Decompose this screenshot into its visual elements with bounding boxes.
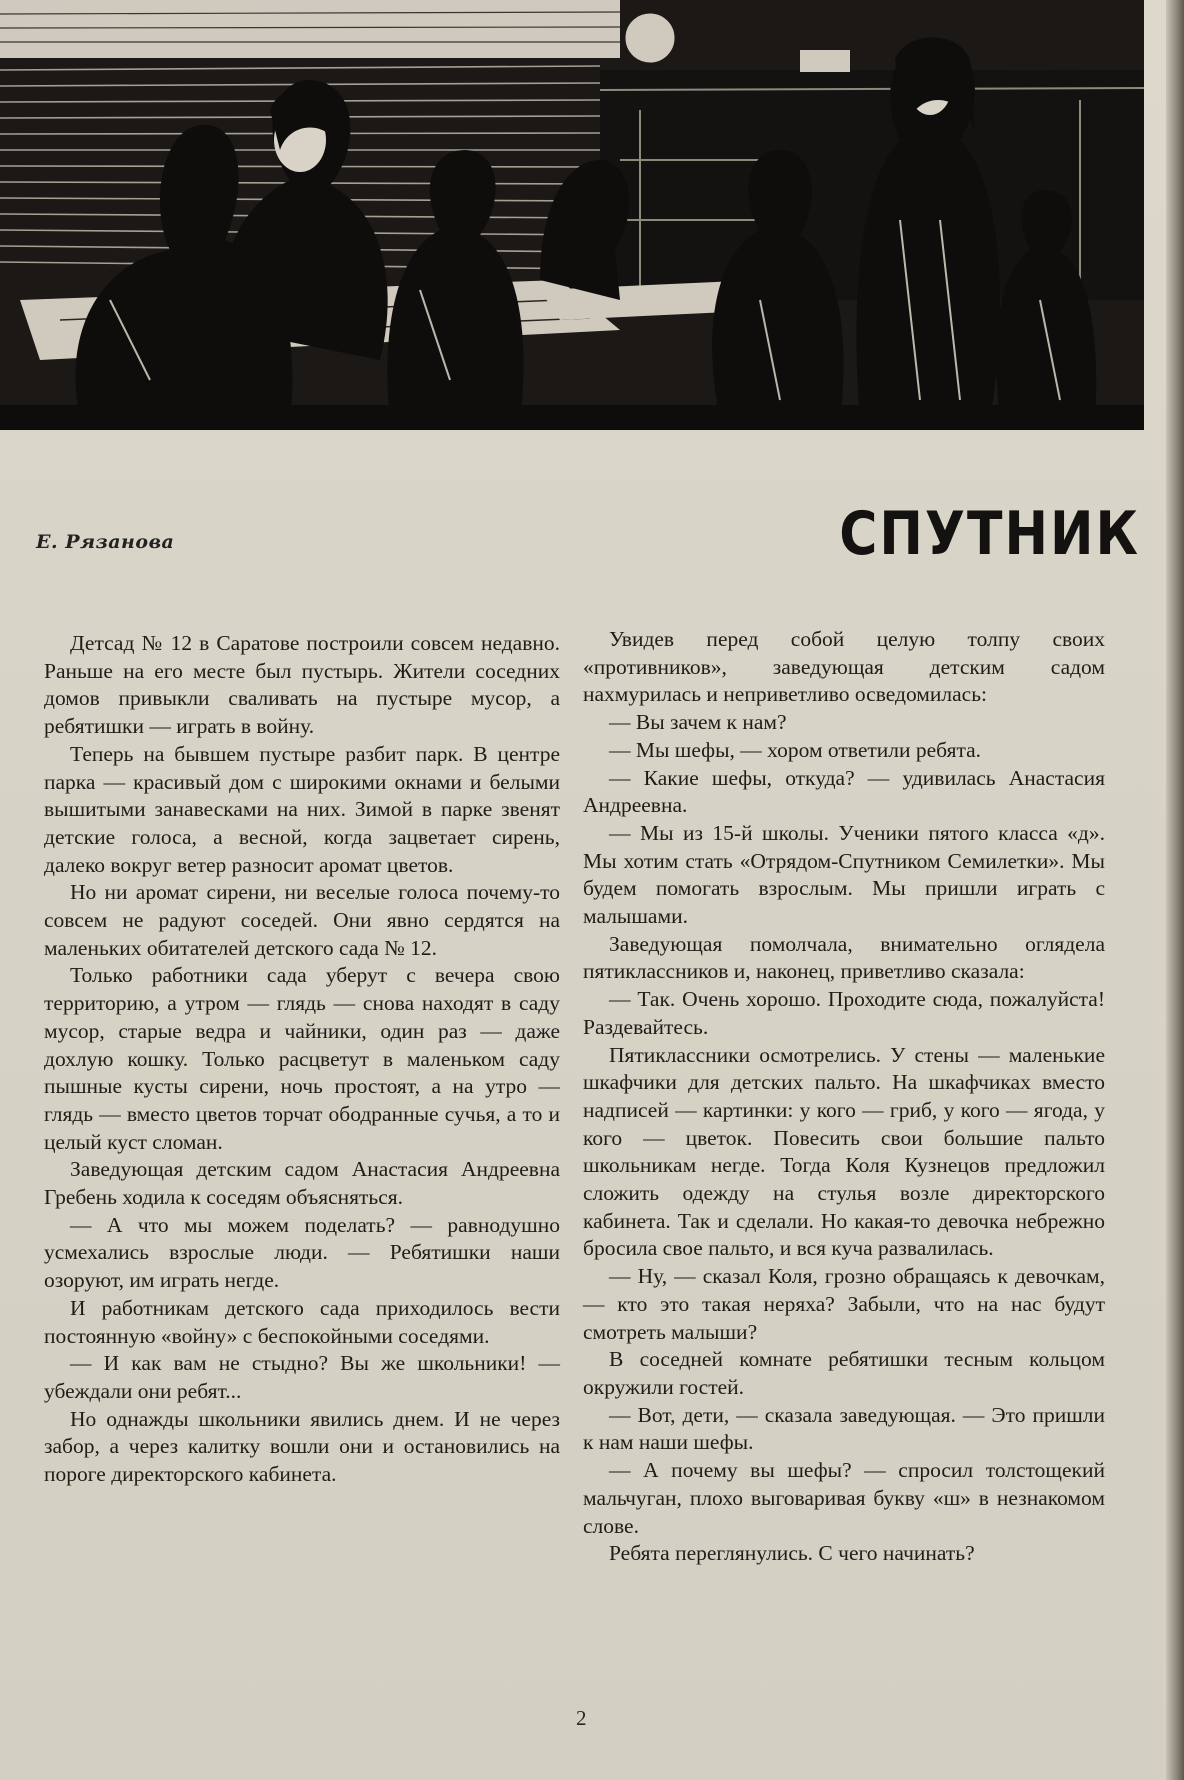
page-edge xyxy=(1166,0,1184,1780)
paragraph: Пятиклассники осмотрелись. У стены — маленькие шкафчики для детских пальто. На шкафчиках вместо надписей — картинки: у кого — гриб, у кого — ягода, у кого — цветок. Повесить свои большие пальто школьникам негде. Тогда Коля Кузнецов предложил сложить одежду на стулья возле директорского кабинета. Так и сделали. Но какая-то девочка небрежно бросила свое пальто, и вся куча развалилась. xyxy=(583,1042,1105,1261)
paragraph: Теперь на бывшем пустыре разбит парк. В центре парка — красивый дом с широкими окнами и белыми вышитыми занавесками на них. Зимой в парке звенят детские голоса, а весной, когда зацветает сирень, далеко вокруг ветер разносит аромат цветов. xyxy=(44,741,560,877)
paragraph: — Вот, дети, — сказала заведующая. — Это пришли к нам наши шефы. xyxy=(583,1402,1105,1455)
paragraph: И работникам детского сада приходилось вести постоянную «войну» с беспокойными соседями. xyxy=(44,1295,560,1348)
article-title: СПУТНИК xyxy=(839,500,1140,569)
paragraph: — А почему вы шефы? — спросил толстощекий мальчуган, плохо выговаривая букву «ш» в незнакомом слове. xyxy=(583,1458,1105,1538)
woodcut-illustration xyxy=(0,0,1144,430)
paragraph: — Мы из 15-й школы. Ученики пятого класса «д». Мы хотим стать «Отрядом-Спутником Семилетки». Мы будем помогать взрослым. Мы пришли играть с малышами. xyxy=(583,820,1105,929)
paragraph: Но ни аромат сирени, ни веселые голоса почему-то совсем не радуют соседей. Они явно сердятся на маленьких обитателей детского сада № 12. xyxy=(44,880,560,960)
paragraph: В соседней комнате ребятишки тесным кольцом окружили гостей. xyxy=(583,1347,1105,1399)
paragraph: — Так. Очень хорошо. Проходите сюда, пожалуйста! Раздевайтесь. xyxy=(583,987,1105,1039)
woodcut-illustration-icon xyxy=(0,0,1144,430)
paragraph: Увидев перед собой целую толпу своих «противников», заведующая детским садом нахмурилась и неприветливо осведомилась: xyxy=(583,627,1105,707)
paragraph: — И как вам не стыдно? Вы же школьники! — убеждали они ребят... xyxy=(44,1351,560,1403)
paragraph: Но однажды школьники явились днем. И не через забор, а через калитку вошли они и остановились на пороге директорского кабинета. xyxy=(44,1406,560,1487)
paragraph: — Ну, — сказал Коля, грозно обращаясь к девочкам, — кто это такая неряха? Забыли, что на нас будут смотреть малыши? xyxy=(583,1264,1105,1344)
paragraph: — Вы зачем к нам? xyxy=(609,710,787,735)
paragraph: — Какие шефы, откуда? — удивилась Анастасия Андреевна. xyxy=(583,765,1105,818)
paragraph: Детсад № 12 в Саратове построили совсем недавно. Раньше на его месте был пустырь. Жители соседних домов привыкли сваливать на пустыре мусор, а ребятишки — играть в войну. xyxy=(44,631,560,739)
paragraph: Заведующая детским садом Анастасия Андреевна Гребень ходила к соседям объясняться. xyxy=(44,1157,560,1210)
right-column xyxy=(583,626,1105,1568)
author-byline: Е. Рязанова xyxy=(36,531,175,553)
left-column xyxy=(44,630,560,1489)
paragraph: Ребята переглянулись. С чего начинать? xyxy=(609,1541,975,1566)
paragraph: Только работники сада уберут с вечера свою территорию, а утром — глядь — снова находят в саду мусор, старые ведра и чайники, один раз — даже дохлую кошку. Только расцветут в маленьком саду пышные кусты сирени, ночь простоят, а на утро — глядь — вместо цветов торчат ободранные сучья, а то и целый куст сломан. xyxy=(44,963,560,1154)
paragraph: — Мы шефы, — хором ответили ребята. xyxy=(609,737,982,762)
paragraph: Заведующая помолчала, внимательно оглядела пятиклассников и, наконец, приветливо сказала: xyxy=(583,931,1105,984)
paragraph: — А что мы можем поделать? — равнодушно усмехались взрослые люди. — Ребятишки наши озоруют, им играть негде. xyxy=(44,1212,560,1293)
page-number: 2 xyxy=(576,1706,587,1730)
